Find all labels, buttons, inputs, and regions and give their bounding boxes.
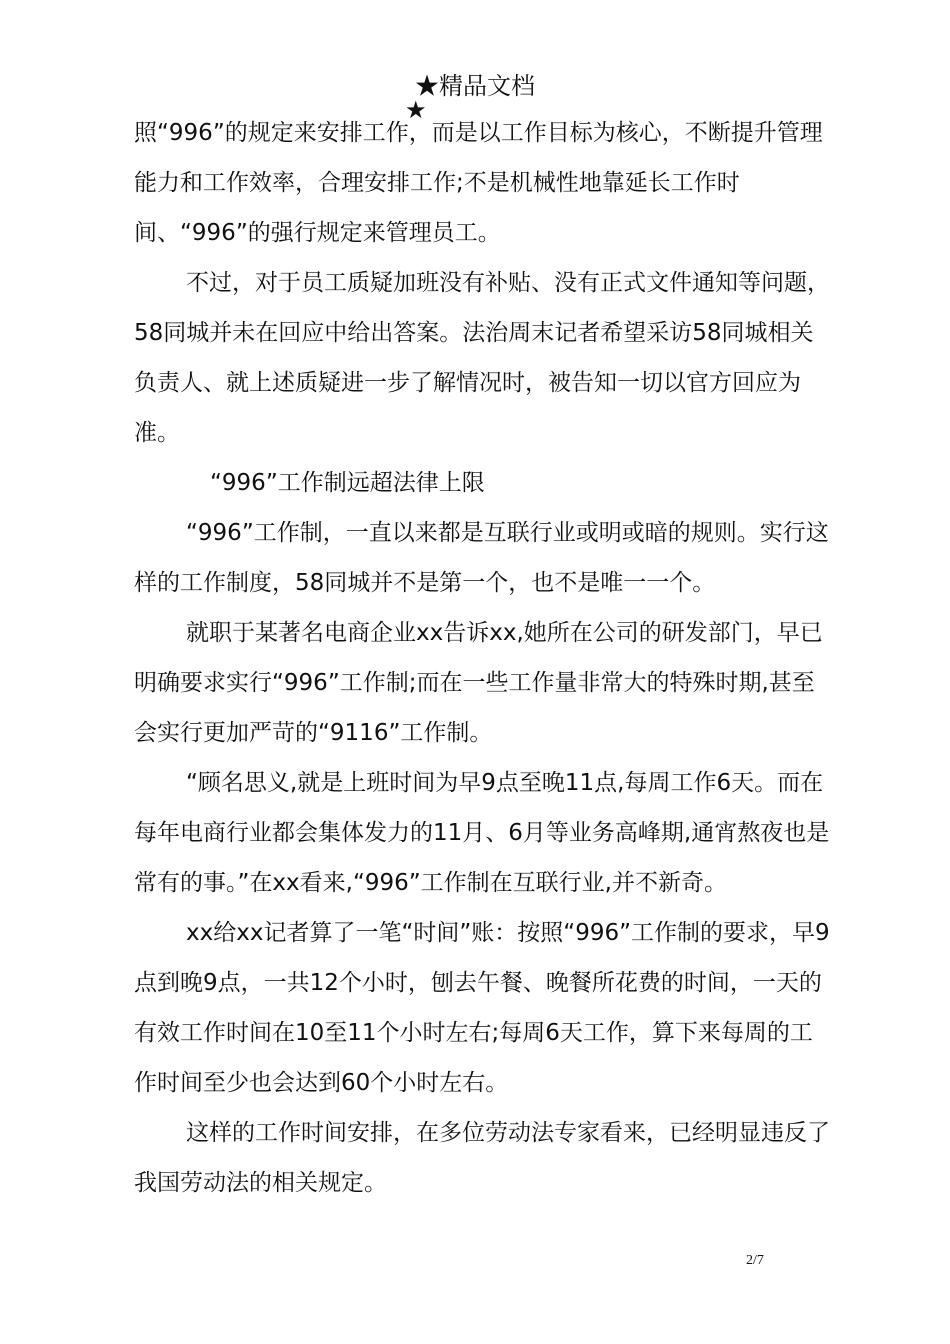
- header-title: ★精品文档: [415, 72, 535, 100]
- header-star: ★: [405, 96, 427, 124]
- paragraph: 就职于某著名电商企业xx告诉xx,她所在公司的研发部门，早已明确要求实行“996”工作制;而在一些工作量非常大的特殊时期,甚至会实行更加严苛的“9116”工作制。: [134, 620, 823, 746]
- section-heading: “996”工作制远超法律上限: [210, 470, 485, 496]
- paragraph: “996”工作制，一直以来都是互联行业或明或暗的规则。实行这样的工作制度，58同城并不是第一个，也不是唯一一个。: [134, 520, 829, 596]
- paragraph: 照“996”的规定来安排工作，而是以工作目标为核心，不断提升管理能力和工作效率，合理安排工作;不是机械性地靠延长工作时间、“996”的强行规定来管理员工。: [134, 120, 823, 246]
- paragraph: “顾名思义,就是上班时间为早9点至晚11点,每周工作6天。而在每年电商行业都会集体发力的11月、6月等业务高峰期,通宵熬夜也是常有的事。”在xx看来,“996”工作制在互联行业,并不新奇。: [134, 770, 830, 896]
- paragraph: 不过，对于员工质疑加班没有补贴、没有正式文件通知等问题，58同城并未在回应中给出答案。法治周末记者希望采访58同城相关负责人、就上述质疑进一步了解情况时，被告知一切以官方回应为准。: [134, 270, 830, 446]
- paragraph: xx给xx记者算了一笔“时间”账：按照“996”工作制的要求，早9点到晚9点，一共12个小时，刨去午餐、晚餐所花费的时间，一天的有效工作时间在10至11个小时左右;每周6天工作，算下来每周的工作时间至少也会达到60个小时左右。: [134, 920, 830, 1096]
- document-body: [134, 108, 834, 1208]
- paragraph: 这样的工作时间安排，在多位劳动法专家看来，已经明显违反了我国劳动法的相关规定。: [134, 1120, 830, 1196]
- page-number: 2/7: [746, 1253, 764, 1268]
